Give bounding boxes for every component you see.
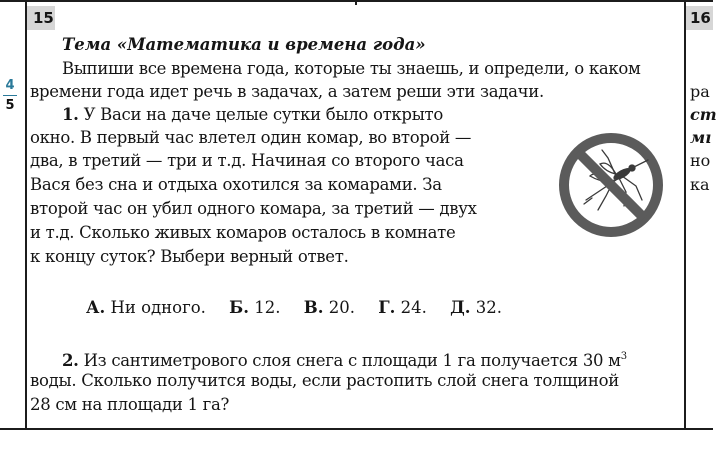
answer-e (450, 298, 502, 317)
answer-d-text: 24. (400, 298, 427, 317)
problem2-line-2: воды. Сколько получится воды, если растопить слой снега толщиной (30, 371, 619, 390)
answer-b-letter: Б. (229, 298, 250, 317)
left-column-rule (25, 0, 27, 430)
next-task-number-badge: 16 (686, 6, 713, 30)
problem1-line-7: к концу суток? Выбери верный ответ. (30, 247, 349, 266)
problem1-line-1 (62, 104, 443, 126)
top-tick (355, 0, 357, 5)
right-fragment-3: мı (690, 128, 712, 147)
answer-e-text: 32. (475, 298, 503, 317)
answer-options (86, 298, 520, 317)
right-column-rule (684, 0, 686, 430)
problem1-line-5: второй час он убил одного комара, за третий — двух (30, 199, 477, 218)
problem1-number: 1. (62, 105, 79, 124)
problem1-line-3: два, в третий — три и т.д. Начиная со второго часа (30, 151, 464, 170)
cubic-superscript: 3 (620, 351, 627, 362)
answer-a-letter: А. (86, 298, 106, 317)
answer-d (378, 298, 427, 317)
answer-a-text: Ни одного. (110, 298, 206, 317)
no-mosquito-icon (556, 130, 666, 240)
right-fragment-4: но (690, 151, 711, 170)
right-fragment-5: ка (690, 175, 710, 194)
answer-a (86, 298, 206, 317)
problem2-line-1 (62, 346, 627, 372)
problem2-number: 2. (62, 351, 79, 370)
problem2-line-3: 28 см на площади 1 га? (30, 395, 230, 414)
topic-title: Тема «Математика и времена года» (62, 35, 426, 54)
fraction-bar (3, 95, 17, 96)
answer-b-text: 12. (254, 298, 281, 317)
answer-d-letter: Г. (378, 298, 396, 317)
right-fragment-2: ст (690, 105, 717, 124)
answer-b (229, 298, 280, 317)
answer-c-letter: В. (303, 298, 324, 317)
answer-c (304, 298, 355, 317)
problem1-line-4: Вася без сна и отдыха охотился за комарами. За (30, 175, 442, 194)
task-number-badge: 15 (27, 6, 55, 30)
problem2-text-1: Из сантиметрового слоя снега с площади 1 га получается 30 м (83, 351, 621, 370)
bottom-rule (0, 428, 713, 430)
right-fragment-1: ра (690, 82, 710, 101)
answer-e-letter: Д. (450, 298, 471, 317)
problem1-line-6: и т.д. Сколько живых комаров осталось в комнате (30, 223, 456, 242)
fraction-numerator: 4 (5, 78, 15, 93)
fraction-denominator: 5 (5, 98, 15, 114)
intro-line-1: Выпиши все времена года, которые ты знаешь, и определи, о каком (62, 59, 641, 78)
difficulty-fraction (2, 78, 18, 113)
problem1-text-1: У Васи на даче целые сутки было открыто (83, 105, 443, 124)
top-rule (0, 0, 713, 2)
intro-line-2: времени года идет речь в задачах, а затем реши эти задачи. (30, 82, 544, 101)
problem1-line-2: окно. В первый час влетел один комар, во второй — (30, 128, 472, 147)
answer-c-text: 20. (328, 298, 355, 317)
